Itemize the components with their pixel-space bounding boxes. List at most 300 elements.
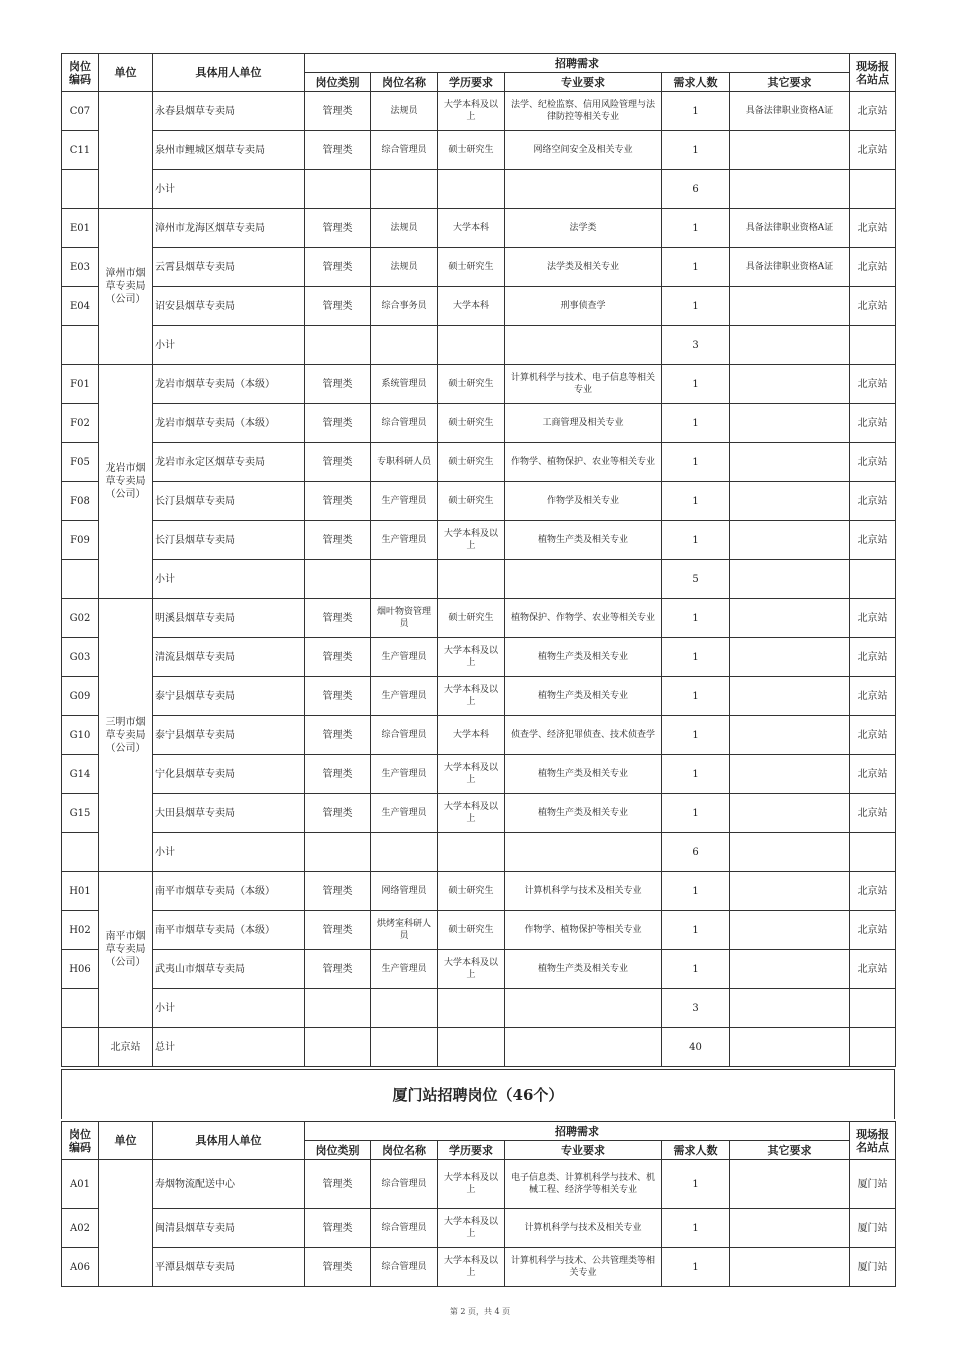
cell-position: 综合事务员 <box>371 287 438 326</box>
cell-count: 1 <box>662 209 730 248</box>
cell-count: 6 <box>662 170 730 209</box>
cell-education: 大学本科及以上 <box>438 1248 505 1287</box>
header-category: 岗位类别 <box>305 73 371 92</box>
cell-unit: 龙岩市烟草专卖局（公司） <box>99 365 153 599</box>
cell-category: 管理类 <box>305 365 371 404</box>
cell-site: 北京站 <box>850 287 896 326</box>
table-row <box>62 521 896 560</box>
cell-position: 生产管理员 <box>371 794 438 833</box>
table-row <box>62 326 896 365</box>
cell-code: E01 <box>62 209 99 248</box>
table-row <box>62 599 896 638</box>
cell-employer: 总计 <box>153 1028 305 1067</box>
cell-major: 计算机科学与技术及相关专业 <box>505 872 662 911</box>
cell-position: 专职科研人员 <box>371 443 438 482</box>
cell-other <box>730 170 850 209</box>
table-row <box>62 1028 896 1067</box>
header-site: 现场报名站点 <box>850 1122 896 1160</box>
cell-position: 法规员 <box>371 248 438 287</box>
cell-position: 生产管理员 <box>371 638 438 677</box>
cell-category: 管理类 <box>305 1248 371 1287</box>
cell-category: 管理类 <box>305 131 371 170</box>
cell-employer: 小计 <box>153 326 305 365</box>
cell-count: 1 <box>662 716 730 755</box>
cell-position: 综合管理员 <box>371 131 438 170</box>
cell-code: F02 <box>62 404 99 443</box>
table-row <box>62 911 896 950</box>
cell-education: 大学本科及以上 <box>438 92 505 131</box>
section-title: 厦门站招聘岗位（46个） <box>61 1069 895 1119</box>
cell-code <box>62 1028 99 1067</box>
cell-major <box>505 326 662 365</box>
cell-employer: 诏安县烟草专卖局 <box>153 287 305 326</box>
cell-employer: 泰宁县烟草专卖局 <box>153 716 305 755</box>
table-row <box>62 1248 896 1287</box>
cell-count: 1 <box>662 755 730 794</box>
cell-site <box>850 1028 896 1067</box>
cell-category: 管理类 <box>305 248 371 287</box>
cell-category <box>305 989 371 1028</box>
cell-employer: 泰宁县烟草专卖局 <box>153 677 305 716</box>
recruitment-table-xiamen <box>61 1121 896 1287</box>
cell-code <box>62 170 99 209</box>
cell-employer: 南平市烟草专卖局（本级） <box>153 911 305 950</box>
cell-other <box>730 677 850 716</box>
cell-site: 北京站 <box>850 92 896 131</box>
cell-education: 大学本科及以上 <box>438 638 505 677</box>
cell-category: 管理类 <box>305 287 371 326</box>
cell-major: 计算机科学与技术、公共管理类等相关专业 <box>505 1248 662 1287</box>
cell-employer: 小计 <box>153 170 305 209</box>
page-footer: 第 2 页，共 4 页 <box>449 1307 511 1316</box>
cell-position: 综合管理员 <box>371 404 438 443</box>
cell-position: 烘烤室科研人员 <box>371 911 438 950</box>
cell-employer: 明溪县烟草专卖局 <box>153 599 305 638</box>
cell-code: G09 <box>62 677 99 716</box>
cell-site: 北京站 <box>850 794 896 833</box>
cell-site: 北京站 <box>850 677 896 716</box>
cell-education <box>438 1028 505 1067</box>
cell-category: 管理类 <box>305 716 371 755</box>
cell-position <box>371 1028 438 1067</box>
cell-code: G03 <box>62 638 99 677</box>
table-row <box>62 1160 896 1209</box>
cell-count: 5 <box>662 560 730 599</box>
cell-category: 管理类 <box>305 677 371 716</box>
table-row <box>62 92 896 131</box>
cell-education: 硕士研究生 <box>438 872 505 911</box>
cell-category: 管理类 <box>305 638 371 677</box>
cell-site <box>850 560 896 599</box>
cell-education: 大学本科及以上 <box>438 677 505 716</box>
table-row <box>62 950 896 989</box>
cell-category: 管理类 <box>305 404 371 443</box>
cell-site: 北京站 <box>850 950 896 989</box>
cell-count: 1 <box>662 482 730 521</box>
cell-major: 法学类及相关专业 <box>505 248 662 287</box>
cell-employer: 宁化县烟草专卖局 <box>153 755 305 794</box>
cell-major: 植物保护、作物学、农业等相关专业 <box>505 599 662 638</box>
cell-category: 管理类 <box>305 1160 371 1209</box>
cell-other <box>730 521 850 560</box>
cell-category <box>305 560 371 599</box>
cell-employer: 永春县烟草专卖局 <box>153 92 305 131</box>
cell-code: H02 <box>62 911 99 950</box>
cell-major: 工商管理及相关专业 <box>505 404 662 443</box>
cell-code: A02 <box>62 1209 99 1248</box>
cell-code: G15 <box>62 794 99 833</box>
cell-education: 大学本科及以上 <box>438 794 505 833</box>
cell-count: 1 <box>662 1248 730 1287</box>
cell-other <box>730 326 850 365</box>
cell-education: 硕士研究生 <box>438 131 505 170</box>
cell-site: 北京站 <box>850 638 896 677</box>
cell-other: 具备法律职业资格A证 <box>730 248 850 287</box>
cell-position <box>371 326 438 365</box>
table-row <box>62 989 896 1028</box>
cell-category: 管理类 <box>305 92 371 131</box>
cell-position: 综合管理员 <box>371 1248 438 1287</box>
table-row <box>62 287 896 326</box>
cell-other <box>730 872 850 911</box>
cell-education: 大学本科及以上 <box>438 755 505 794</box>
cell-site: 北京站 <box>850 911 896 950</box>
cell-category: 管理类 <box>305 482 371 521</box>
cell-code: C07 <box>62 92 99 131</box>
cell-category: 管理类 <box>305 209 371 248</box>
cell-category <box>305 833 371 872</box>
table-row <box>62 131 896 170</box>
cell-unit: 漳州市烟草专卖局（公司） <box>99 209 153 365</box>
cell-other <box>730 1028 850 1067</box>
cell-position: 烟叶物资管理员 <box>371 599 438 638</box>
cell-education: 大学本科 <box>438 209 505 248</box>
cell-major: 作物学、植物保护、农业等相关专业 <box>505 443 662 482</box>
cell-education: 硕士研究生 <box>438 365 505 404</box>
table-row <box>62 404 896 443</box>
cell-count: 1 <box>662 287 730 326</box>
cell-other <box>730 287 850 326</box>
cell-employer: 小计 <box>153 560 305 599</box>
cell-category: 管理类 <box>305 911 371 950</box>
cell-major: 电子信息类、计算机科学与技术、机械工程、经济学等相关专业 <box>505 1160 662 1209</box>
cell-count: 1 <box>662 1160 730 1209</box>
cell-code: F05 <box>62 443 99 482</box>
cell-code <box>62 833 99 872</box>
header-major: 专业要求 <box>505 1141 662 1160</box>
header-recruit: 招聘需求 <box>305 1122 850 1141</box>
cell-count: 1 <box>662 677 730 716</box>
cell-code: A06 <box>62 1248 99 1287</box>
header-other: 其它要求 <box>730 73 850 92</box>
cell-other <box>730 950 850 989</box>
cell-education: 大学本科 <box>438 287 505 326</box>
table-row <box>62 209 896 248</box>
cell-site: 北京站 <box>850 599 896 638</box>
cell-site: 北京站 <box>850 716 896 755</box>
cell-category <box>305 326 371 365</box>
cell-position: 生产管理员 <box>371 950 438 989</box>
cell-other <box>730 716 850 755</box>
cell-site: 北京站 <box>850 482 896 521</box>
header-other: 其它要求 <box>730 1141 850 1160</box>
cell-count: 1 <box>662 872 730 911</box>
cell-other: 具备法律职业资格A证 <box>730 92 850 131</box>
header-code: 岗位编码 <box>62 54 99 92</box>
cell-major <box>505 989 662 1028</box>
cell-site <box>850 833 896 872</box>
cell-other <box>730 404 850 443</box>
cell-other: 具备法律职业资格A证 <box>730 209 850 248</box>
cell-education: 大学本科及以上 <box>438 1160 505 1209</box>
cell-other <box>730 443 850 482</box>
cell-education <box>438 170 505 209</box>
cell-site: 北京站 <box>850 365 896 404</box>
cell-code <box>62 326 99 365</box>
cell-site: 北京站 <box>850 404 896 443</box>
cell-employer: 龙岩市烟草专卖局（本级） <box>153 404 305 443</box>
cell-code: F01 <box>62 365 99 404</box>
cell-other <box>730 599 850 638</box>
cell-major: 作物学、植物保护等相关专业 <box>505 911 662 950</box>
cell-count: 3 <box>662 326 730 365</box>
cell-major: 计算机科学与技术及相关专业 <box>505 1209 662 1248</box>
cell-employer: 漳州市龙海区烟草专卖局 <box>153 209 305 248</box>
cell-other <box>730 911 850 950</box>
cell-major: 植物生产类及相关专业 <box>505 638 662 677</box>
cell-count: 1 <box>662 794 730 833</box>
cell-employer: 长汀县烟草专卖局 <box>153 482 305 521</box>
cell-major: 侦查学、经济犯罪侦查、技术侦查学 <box>505 716 662 755</box>
cell-position: 法规员 <box>371 92 438 131</box>
cell-count: 1 <box>662 92 730 131</box>
cell-count: 1 <box>662 521 730 560</box>
cell-education: 硕士研究生 <box>438 404 505 443</box>
cell-site <box>850 326 896 365</box>
cell-other <box>730 1160 850 1209</box>
cell-unit: 南平市烟草专卖局（公司） <box>99 872 153 1028</box>
cell-position: 生产管理员 <box>371 755 438 794</box>
cell-site: 北京站 <box>850 872 896 911</box>
cell-major: 计算机科学与技术、电子信息等相关专业 <box>505 365 662 404</box>
cell-code: E03 <box>62 248 99 287</box>
cell-code <box>62 560 99 599</box>
cell-education: 大学本科及以上 <box>438 1209 505 1248</box>
cell-site: 北京站 <box>850 209 896 248</box>
cell-code: G02 <box>62 599 99 638</box>
cell-other <box>730 131 850 170</box>
cell-major: 法学类 <box>505 209 662 248</box>
cell-unit: 北京站 <box>99 1028 153 1067</box>
cell-count: 1 <box>662 404 730 443</box>
cell-count: 1 <box>662 599 730 638</box>
cell-count: 1 <box>662 248 730 287</box>
cell-major <box>505 560 662 599</box>
cell-category <box>305 170 371 209</box>
cell-education: 硕士研究生 <box>438 911 505 950</box>
cell-code: H01 <box>62 872 99 911</box>
cell-site: 北京站 <box>850 755 896 794</box>
cell-major <box>505 833 662 872</box>
cell-employer: 龙岩市永定区烟草专卖局 <box>153 443 305 482</box>
cell-major: 作物学及相关专业 <box>505 482 662 521</box>
header-major: 专业要求 <box>505 73 662 92</box>
cell-count: 40 <box>662 1028 730 1067</box>
cell-education: 大学本科及以上 <box>438 521 505 560</box>
cell-position: 生产管理员 <box>371 521 438 560</box>
cell-major: 植物生产类及相关专业 <box>505 755 662 794</box>
cell-unit: 三明市烟草专卖局（公司） <box>99 599 153 872</box>
table-row <box>62 872 896 911</box>
cell-unit <box>99 1160 153 1287</box>
cell-education: 硕士研究生 <box>438 248 505 287</box>
header-count: 需求人数 <box>662 73 730 92</box>
cell-site: 厦门站 <box>850 1160 896 1209</box>
cell-position <box>371 833 438 872</box>
cell-other <box>730 989 850 1028</box>
cell-site: 厦门站 <box>850 1248 896 1287</box>
cell-category <box>305 1028 371 1067</box>
cell-major: 刑事侦查学 <box>505 287 662 326</box>
header-count: 需求人数 <box>662 1141 730 1160</box>
table-row <box>62 638 896 677</box>
header-code: 岗位编码 <box>62 1122 99 1160</box>
cell-site: 北京站 <box>850 248 896 287</box>
cell-major <box>505 170 662 209</box>
cell-major: 植物生产类及相关专业 <box>505 950 662 989</box>
cell-count: 3 <box>662 989 730 1028</box>
cell-employer: 武夷山市烟草专卖局 <box>153 950 305 989</box>
header-recruit: 招聘需求 <box>305 54 850 73</box>
cell-site: 北京站 <box>850 521 896 560</box>
cell-employer: 南平市烟草专卖局（本级） <box>153 872 305 911</box>
cell-code: F09 <box>62 521 99 560</box>
cell-other <box>730 638 850 677</box>
cell-site <box>850 989 896 1028</box>
cell-other <box>730 482 850 521</box>
cell-count: 1 <box>662 131 730 170</box>
header-site: 现场报名站点 <box>850 54 896 92</box>
cell-employer: 闽清县烟草专卖局 <box>153 1209 305 1248</box>
table-row <box>62 248 896 287</box>
cell-code: G10 <box>62 716 99 755</box>
cell-code: A01 <box>62 1160 99 1209</box>
cell-position: 生产管理员 <box>371 677 438 716</box>
cell-category: 管理类 <box>305 872 371 911</box>
table-row <box>62 365 896 404</box>
cell-other <box>730 755 850 794</box>
cell-employer: 云霄县烟草专卖局 <box>153 248 305 287</box>
table-row <box>62 716 896 755</box>
cell-category: 管理类 <box>305 521 371 560</box>
cell-position: 法规员 <box>371 209 438 248</box>
cell-employer: 长汀县烟草专卖局 <box>153 521 305 560</box>
cell-count: 1 <box>662 950 730 989</box>
cell-count: 1 <box>662 1209 730 1248</box>
cell-employer: 龙岩市烟草专卖局（本级） <box>153 365 305 404</box>
cell-other <box>730 833 850 872</box>
cell-education <box>438 560 505 599</box>
cell-other <box>730 794 850 833</box>
cell-category: 管理类 <box>305 950 371 989</box>
header-position: 岗位名称 <box>371 73 438 92</box>
cell-count: 6 <box>662 833 730 872</box>
cell-major: 植物生产类及相关专业 <box>505 794 662 833</box>
cell-position: 综合管理员 <box>371 716 438 755</box>
cell-position: 系统管理员 <box>371 365 438 404</box>
cell-position <box>371 560 438 599</box>
cell-code: E04 <box>62 287 99 326</box>
cell-code: G14 <box>62 755 99 794</box>
cell-code: C11 <box>62 131 99 170</box>
cell-unit <box>99 92 153 209</box>
cell-education: 硕士研究生 <box>438 482 505 521</box>
cell-education: 硕士研究生 <box>438 443 505 482</box>
cell-employer: 小计 <box>153 833 305 872</box>
table-row <box>62 170 896 209</box>
header-unit: 单位 <box>99 1122 153 1160</box>
cell-major <box>505 1028 662 1067</box>
table-row <box>62 1209 896 1248</box>
table-row <box>62 482 896 521</box>
cell-site: 北京站 <box>850 131 896 170</box>
table-row <box>62 794 896 833</box>
header-employer: 具体用人单位 <box>153 1122 305 1160</box>
cell-education: 大学本科及以上 <box>438 950 505 989</box>
cell-education: 大学本科 <box>438 716 505 755</box>
cell-count: 1 <box>662 443 730 482</box>
cell-site: 北京站 <box>850 443 896 482</box>
header-category: 岗位类别 <box>305 1141 371 1160</box>
cell-site: 厦门站 <box>850 1209 896 1248</box>
header-employer: 具体用人单位 <box>153 54 305 92</box>
cell-code <box>62 989 99 1028</box>
header-education: 学历要求 <box>438 73 505 92</box>
table-row <box>62 443 896 482</box>
cell-position: 综合管理员 <box>371 1160 438 1209</box>
table-row <box>62 560 896 599</box>
cell-site <box>850 170 896 209</box>
table-row <box>62 677 896 716</box>
cell-employer: 大田县烟草专卖局 <box>153 794 305 833</box>
cell-education: 硕士研究生 <box>438 599 505 638</box>
cell-employer: 平潭县烟草专卖局 <box>153 1248 305 1287</box>
cell-count: 1 <box>662 911 730 950</box>
header-unit: 单位 <box>99 54 153 92</box>
cell-major: 网络空间安全及相关专业 <box>505 131 662 170</box>
cell-category: 管理类 <box>305 599 371 638</box>
cell-count: 1 <box>662 638 730 677</box>
cell-position: 生产管理员 <box>371 482 438 521</box>
cell-code: F08 <box>62 482 99 521</box>
cell-employer: 清流县烟草专卖局 <box>153 638 305 677</box>
cell-education <box>438 989 505 1028</box>
cell-position: 综合管理员 <box>371 1209 438 1248</box>
cell-code: H06 <box>62 950 99 989</box>
header-education: 学历要求 <box>438 1141 505 1160</box>
cell-employer: 小计 <box>153 989 305 1028</box>
cell-position <box>371 989 438 1028</box>
cell-other <box>730 365 850 404</box>
cell-major: 植物生产类及相关专业 <box>505 677 662 716</box>
cell-category: 管理类 <box>305 794 371 833</box>
cell-employer: 泉州市鲤城区烟草专卖局 <box>153 131 305 170</box>
cell-other <box>730 560 850 599</box>
table-row <box>62 755 896 794</box>
cell-education <box>438 326 505 365</box>
cell-category: 管理类 <box>305 1209 371 1248</box>
recruitment-table-beijing <box>61 53 896 1067</box>
